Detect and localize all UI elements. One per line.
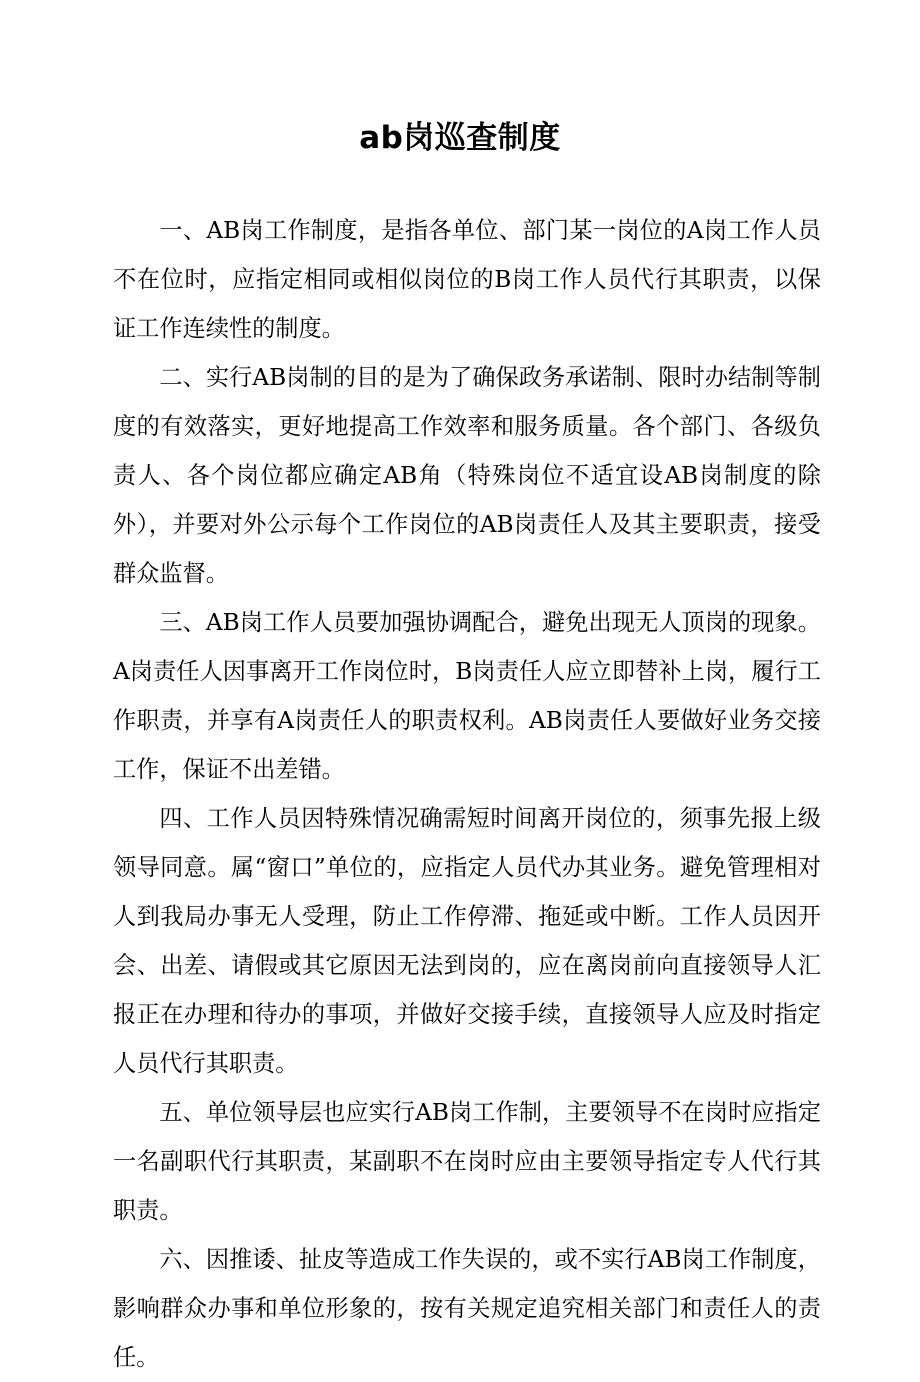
paragraph-4: 四、工作人员因特殊情况确需短时间离开岗位的，须事先报上级领导同意。属“窗口”单位的，应指定人员代办其业务。避免管理相对人到我局办事无人受理，防止工作停滞、拖延或中断。工作人员因开会、出差、请假或其它原因无法到岗的，应在离岗前向直接领导人汇报正在办理和待办的事项，并做好交接手续，直接领导人应及时指定人员代行其职责。 xyxy=(113,805,821,1077)
paragraph-6: 六、因推诿、扯皮等造成工作失误的，或不实行AB岗工作制度，影响群众办事和单位形象的，按有关规定追究相关部门和责任人的责任。 xyxy=(113,1246,821,1371)
document-title: ab岗巡查制度 xyxy=(359,120,561,156)
paragraph-3: 三、AB岗工作人员要加强协调配合，避免出现无人顶岗的现象。A岗责任人因事离开工作岗位时，B岗责任人应立即替补上岗，履行工作职责，并享有A岗责任人的职责权利。AB岗责任人要做好业务交接工作，保证不出差错。 xyxy=(113,609,821,783)
document-body xyxy=(113,206,821,1382)
paragraph-2: 二、实行AB岗制的目的是为了确保政务承诺制、限时办结制等制度的有效落实，更好地提高工作效率和服务质量。各个部门、各级负责人、各个岗位都应确定AB角（特殊岗位不适宜设AB岗制度的除外），并要对外公示每个工作岗位的AB岗责任人及其主要职责，接受群众监督。 xyxy=(113,364,821,587)
paragraph-1: 一、AB岗工作制度，是指各单位、部门某一岗位的A岗工作人员不在位时，应指定相同或相似岗位的B岗工作人员代行其职责，以保证工作连续性的制度。 xyxy=(113,217,821,342)
paragraph-5: 五、单位领导层也应实行AB岗工作制，主要领导不在岗时应指定一名副职代行其职责，某副职不在岗时应由主要领导指定专人代行其职责。 xyxy=(113,1099,821,1224)
